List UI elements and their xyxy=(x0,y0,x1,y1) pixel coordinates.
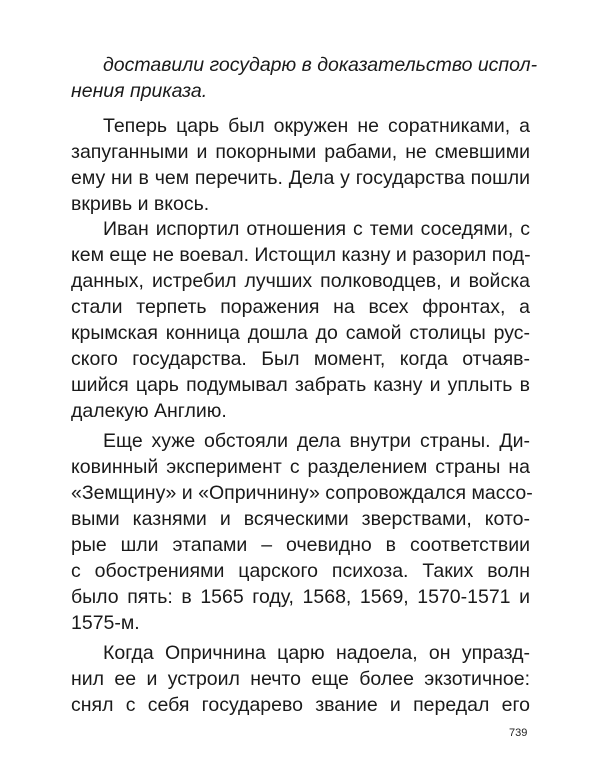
text-line: кем еще не воевал. Истощил казну и разорил под- xyxy=(71,244,531,266)
text-line: Когда Опричнина царю надоела, он упразд- xyxy=(103,642,530,664)
paragraph-1 xyxy=(71,52,538,104)
text-line: крымская конница дошла до самой столицы рус- xyxy=(71,322,530,344)
text-line: доставили государю в доказательство испол- xyxy=(103,54,538,76)
text-line: нения приказа. xyxy=(71,80,208,102)
page-number: 739 xyxy=(509,727,528,739)
text-line: стали терпеть поражения на всех фронтах, а xyxy=(71,296,530,318)
paragraph-3 xyxy=(71,216,530,424)
text-line: 1575-м. xyxy=(71,612,140,634)
text-line: нил ее и устроил нечто еще более экзотичное: xyxy=(71,668,530,690)
paragraph-4 xyxy=(71,428,533,636)
text-line: «Земщину» и «Опричнину» сопровождался массо- xyxy=(71,482,533,504)
text-line: было пять: в 1565 году, 1568, 1569, 1570-1571 и xyxy=(71,586,530,608)
text-line: запуганными и покорными рабами, не смевшими xyxy=(71,141,530,163)
text-line: с обострениями царского психоза. Таких волн xyxy=(71,560,530,582)
paragraph-5 xyxy=(71,640,530,718)
text-line: вкривь и вкось. xyxy=(71,193,210,215)
text-line: Еще хуже обстояли дела внутри страны. Ди- xyxy=(103,430,530,452)
text-line: снял с себя государево звание и передал его xyxy=(71,694,530,716)
text-line: выми казнями и всяческими зверствами, кото- xyxy=(71,508,530,530)
text-line: ковинный эксперимент с разделением страны на xyxy=(71,456,530,478)
text-line: шийся царь подумывал забрать казну и уплыть в xyxy=(71,374,530,396)
text-line: Теперь царь был окружен не соратниками, а xyxy=(103,115,530,137)
text-line: ему ни в чем перечить. Дела у государства пошли xyxy=(71,167,530,189)
text-line: Иван испортил отношения с теми соседями, с xyxy=(103,218,530,240)
paragraph-2 xyxy=(71,113,530,217)
text-line: рые шли этапами – очевидно в соответствии xyxy=(71,534,530,556)
text-line: ского государства. Был момент, когда отчаяв- xyxy=(71,348,530,370)
text-line: далекую Англию. xyxy=(71,400,227,422)
text-line: данных, истребил лучших полководцев, и войска xyxy=(71,270,530,292)
